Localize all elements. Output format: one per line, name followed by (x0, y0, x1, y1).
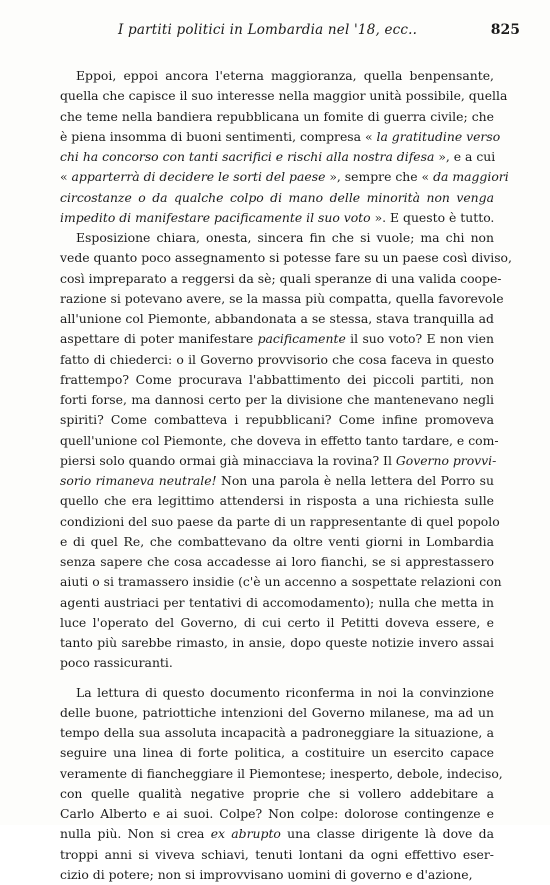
text-line (60, 703, 494, 723)
text-run: poco rassicuranti. (60, 655, 173, 670)
text-line (60, 167, 494, 187)
text-line (60, 208, 494, 228)
text-run: », e a cui (434, 149, 495, 164)
italic-phrase: la gratitudine verso (377, 129, 501, 144)
text-line (60, 824, 494, 844)
text-line (60, 350, 494, 370)
text-run: condizioni del suo paese da parte di un rappresentante di quel popolo (60, 514, 500, 529)
text-run: Esposizione chiara, onesta, sincera fin che si vuole; ma chi non (76, 230, 494, 245)
text-run: è piena insomma di buoni sentimenti, compresa « (60, 129, 377, 144)
text-run: vede quanto poco assegnamento si potesse fare su un paese così diviso, (60, 250, 512, 265)
text-run: agenti austriaci per tentativi di accomodamento); nulla che metta in (60, 595, 494, 610)
text-line (60, 491, 494, 511)
text-run: », sempre che « (325, 169, 433, 184)
italic-phrase: ex abrupto (211, 826, 281, 841)
text-run: tanto più sarebbe rimasto, in ansie, dopo queste notizie invero assai (60, 635, 494, 650)
text-line (60, 329, 494, 349)
text-run: una classe dirigente là dove da (281, 826, 494, 841)
text-line (60, 370, 494, 390)
text-line (60, 289, 494, 309)
page-number: 825 (491, 22, 520, 38)
page-header (52, 22, 520, 42)
text-line (60, 845, 494, 865)
text-run: « (60, 169, 72, 184)
text-run: senza sapere che cosa accadesse ai loro fianchi, se si apprestassero (60, 554, 494, 569)
paragraph (60, 683, 494, 885)
text-line (60, 410, 494, 430)
italic-phrase: da maggiori (433, 169, 509, 184)
text-run: Carlo Alberto e ai suoi. Colpe? Non colpe: dolorose contingenze e (60, 806, 494, 821)
text-run: luce l'operato del Governo, di cui certo il Petitti doveva essere, e (60, 615, 494, 630)
text-run: spiriti? Come combatteva i repubblicani? Come infine promoveva (60, 412, 494, 427)
text-run: il suo voto? E non vien (346, 331, 494, 346)
text-line (60, 471, 494, 491)
text-line (60, 147, 494, 167)
text-run: razione si potevano avere, se la massa più compatta, quella favorevole (60, 291, 504, 306)
text-line (60, 431, 494, 451)
text-run: nulla più. Non si crea (60, 826, 211, 841)
text-line (60, 764, 494, 784)
text-line (60, 390, 494, 410)
text-run: tempo della sua assoluta incapacità a padroneggiare la situazione, a (60, 725, 494, 740)
text-run: quello che era legittimo attendersi in risposta a una richiesta sulle (60, 493, 494, 508)
paragraph (60, 66, 494, 228)
text-run: che teme nella bandiera repubblicana un fomite di guerra civile; che (60, 109, 494, 124)
text-run: quella che capisce il suo interesse nella maggior unità possibile, quella (60, 88, 507, 103)
text-run: cizio di potere; non si improvvisano uomini di governo e d'azione, (60, 867, 473, 882)
text-line (60, 653, 494, 673)
text-line (60, 633, 494, 653)
text-line (60, 248, 494, 268)
text-line (60, 743, 494, 763)
text-run: all'unione col Piemonte, abbandonata a se stessa, stava tranquilla ad (60, 311, 494, 326)
text-line (60, 804, 494, 824)
text-line (60, 269, 494, 289)
italic-phrase: sorio rimaneva neutrale! (60, 473, 217, 488)
text-run: forti forse, ma dannosi certo per la divisione che mantenevano negli (60, 392, 494, 407)
text-run: così impreparato a reggersi da sè; quali speranze di una valida coope- (60, 271, 501, 286)
text-run: veramente di fiancheggiare il Piemontese; inesperto, debole, indeciso, (60, 766, 503, 781)
text-run: Non una parola è nella lettera del Porro su (217, 473, 494, 488)
text-line (60, 613, 494, 633)
text-line (60, 683, 494, 703)
italic-phrase: pacificamente (258, 331, 346, 346)
text-run: piersi solo quando ormai già minacciava la rovina? Il (60, 453, 396, 468)
body-text (60, 66, 494, 885)
text-line (60, 309, 494, 329)
text-run: delle buone, patriottiche intenzioni del Governo milanese, ma ad un (60, 705, 494, 720)
text-line (60, 865, 494, 885)
text-line (60, 512, 494, 532)
text-line (60, 86, 494, 106)
text-run: troppi anni si viveva schiavi, tenuti lontani da ogni effettivo eser- (60, 847, 494, 862)
text-line (60, 107, 494, 127)
text-line (60, 66, 494, 86)
text-line (60, 593, 494, 613)
text-line (60, 228, 494, 248)
text-line (60, 723, 494, 743)
text-line (60, 532, 494, 552)
italic-phrase: apparterrà di decidere le sorti del paese (72, 169, 326, 184)
text-run: La lettura di questo documento riconferma in noi la convinzione (76, 685, 494, 700)
text-run: frattempo? Come procurava l'abbattimento dei piccoli partiti, non (60, 372, 494, 387)
text-line (60, 572, 494, 592)
text-line (60, 784, 494, 804)
italic-phrase: Governo provvi- (396, 453, 496, 468)
text-run: Eppoi, eppoi ancora l'eterna maggioranza, quella benpensante, (76, 68, 494, 83)
running-title: I partiti politici in Lombardia nel '18, ecc.. (118, 22, 417, 38)
text-run: quell'unione col Piemonte, che doveva in effetto tanto tardare, e com- (60, 433, 499, 448)
text-line (60, 188, 494, 208)
italic-phrase: circostanze o da qualche colpo di mano delle minorità non venga (60, 190, 494, 205)
text-run: seguire una linea di forte politica, a costituire un esercito capace (60, 745, 494, 760)
text-run: aspettare di poter manifestare (60, 331, 258, 346)
text-run: con quelle qualità negative proprie che si vollero addebitare a (60, 786, 494, 801)
text-line (60, 552, 494, 572)
italic-phrase: chi ha concorso con tanti sacrifici e rischi alla nostra difesa (60, 149, 434, 164)
paragraph (60, 228, 494, 674)
text-run: ». E questo è tutto. (371, 210, 495, 225)
text-line (60, 127, 494, 147)
text-run: aiuti o si tramassero insidie (c'è un accenno a sospettate relazioni con (60, 574, 502, 589)
text-line (60, 451, 494, 471)
italic-phrase: impedito di manifestare pacificamente il suo voto (60, 210, 371, 225)
text-run: e di quel Re, che combattevano da oltre venti giorni in Lombardia (60, 534, 494, 549)
text-run: fatto di chiederci: o il Governo provvisorio che cosa faceva in questo (60, 352, 494, 367)
